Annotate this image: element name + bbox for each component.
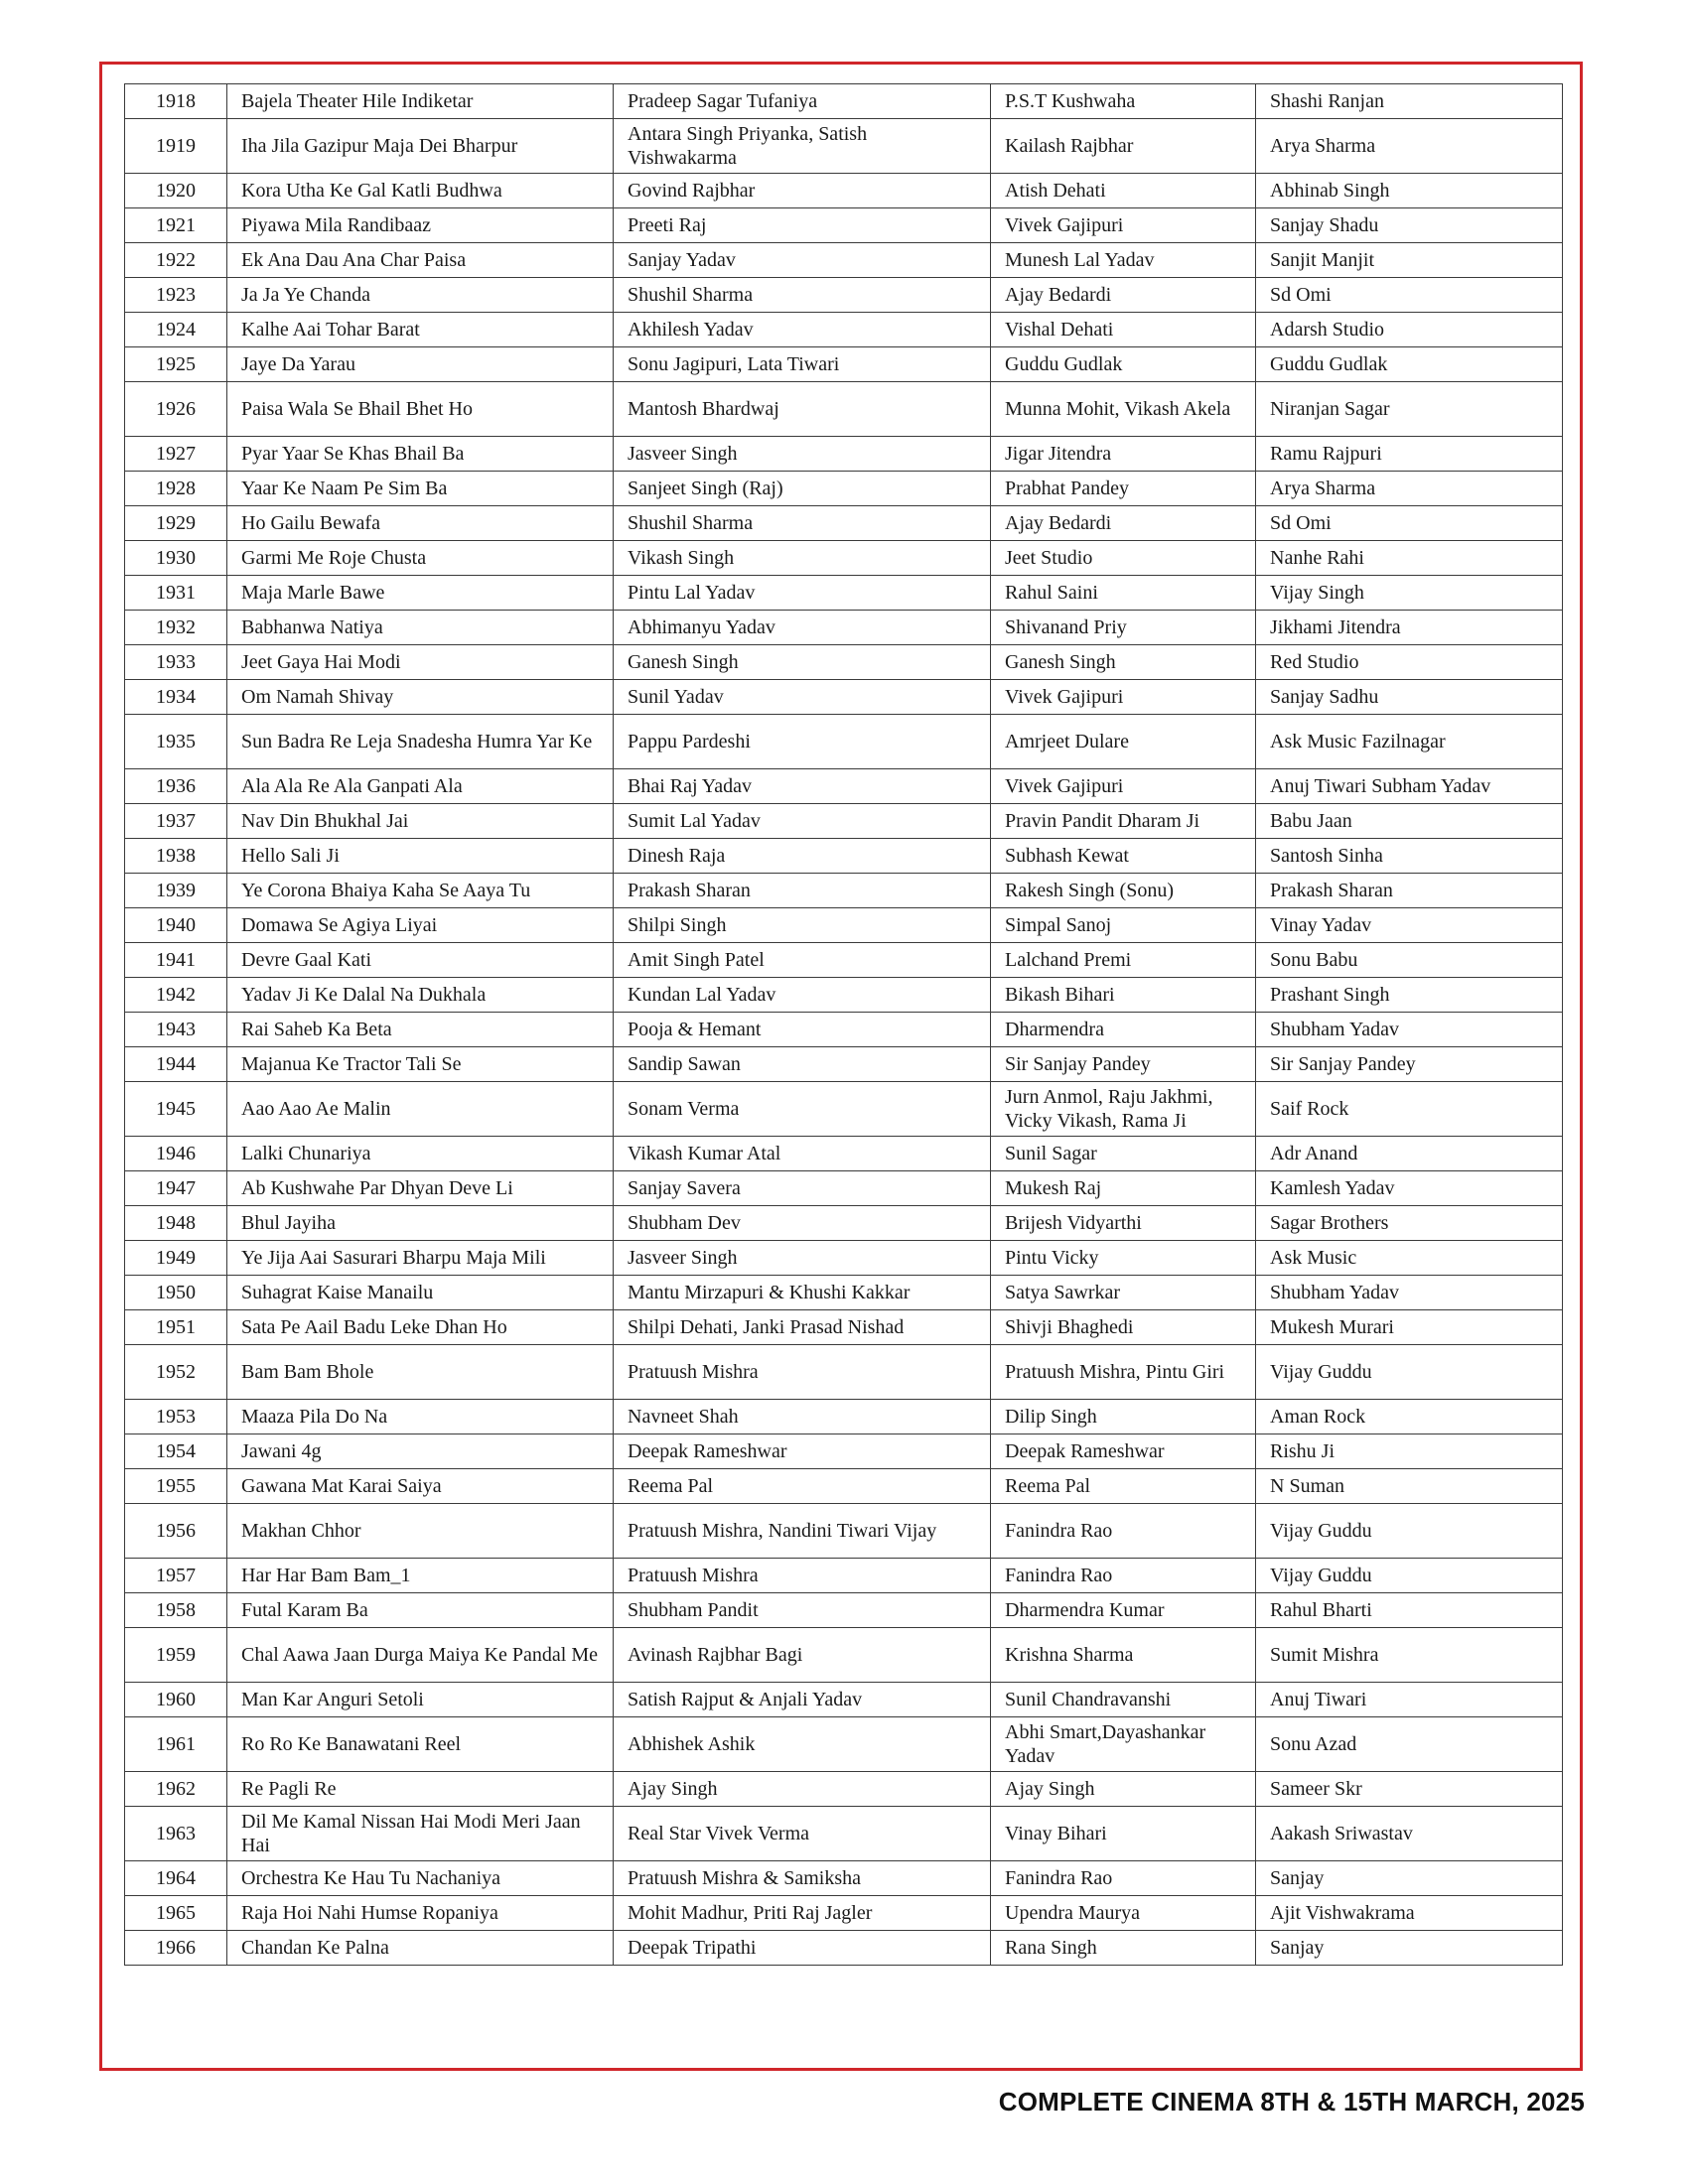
music-director-cell: Prakash Sharan (1256, 874, 1563, 908)
singer-cell: Pradeep Sagar Tufaniya (614, 84, 991, 119)
singer-cell: Vikash Kumar Atal (614, 1137, 991, 1171)
entry-number-cell: 1966 (125, 1931, 227, 1966)
entry-number-cell: 1949 (125, 1241, 227, 1276)
singer-cell: Dinesh Raja (614, 839, 991, 874)
song-title-cell: Ye Corona Bhaiya Kaha Se Aaya Tu (227, 874, 614, 908)
table-row (125, 804, 1563, 839)
music-director-cell: Abhinab Singh (1256, 174, 1563, 208)
singer-cell: Mantosh Bhardwaj (614, 382, 991, 437)
lyricist-cell: Rana Singh (991, 1931, 1256, 1966)
lyricist-cell: Pratuush Mishra, Pintu Giri (991, 1345, 1256, 1400)
entry-number-cell: 1925 (125, 347, 227, 382)
entry-number-cell: 1937 (125, 804, 227, 839)
lyricist-cell: Munesh Lal Yadav (991, 243, 1256, 278)
song-title-cell: Sun Badra Re Leja Snadesha Humra Yar Ke (227, 715, 614, 769)
entry-number-cell: 1936 (125, 769, 227, 804)
song-title-cell: Sata Pe Aail Badu Leke Dhan Ho (227, 1310, 614, 1345)
entry-number-cell: 1960 (125, 1683, 227, 1717)
table-row (125, 1896, 1563, 1931)
song-title-cell: Yaar Ke Naam Pe Sim Ba (227, 472, 614, 506)
lyricist-cell: Ganesh Singh (991, 645, 1256, 680)
table-row (125, 978, 1563, 1013)
lyricist-cell: Sunil Sagar (991, 1137, 1256, 1171)
lyricist-cell: Shivanand Priy (991, 611, 1256, 645)
lyricist-cell: Jigar Jitendra (991, 437, 1256, 472)
entry-number-cell: 1947 (125, 1171, 227, 1206)
music-director-cell: Niranjan Sagar (1256, 382, 1563, 437)
lyricist-cell: Krishna Sharma (991, 1628, 1256, 1683)
singer-cell: Shushil Sharma (614, 506, 991, 541)
lyricist-cell: Brijesh Vidyarthi (991, 1206, 1256, 1241)
music-director-cell: Sd Omi (1256, 506, 1563, 541)
lyricist-cell: Munna Mohit, Vikash Akela (991, 382, 1256, 437)
lyricist-cell: Rakesh Singh (Sonu) (991, 874, 1256, 908)
lyricist-cell: Vivek Gajipuri (991, 769, 1256, 804)
lyricist-cell: Dilip Singh (991, 1400, 1256, 1434)
lyricist-cell: Vinay Bihari (991, 1807, 1256, 1861)
song-title-cell: Babhanwa Natiya (227, 611, 614, 645)
table-row (125, 1861, 1563, 1896)
table-row (125, 506, 1563, 541)
singer-cell: Govind Rajbhar (614, 174, 991, 208)
lyricist-cell: Jeet Studio (991, 541, 1256, 576)
singer-cell: Pratuush Mishra (614, 1345, 991, 1400)
song-title-cell: Jawani 4g (227, 1434, 614, 1469)
lyricist-cell: Bikash Bihari (991, 978, 1256, 1013)
entry-number-cell: 1930 (125, 541, 227, 576)
song-title-cell: Ala Ala Re Ala Ganpati Ala (227, 769, 614, 804)
music-director-cell: Sanjay Sadhu (1256, 680, 1563, 715)
table-row (125, 437, 1563, 472)
entry-number-cell: 1952 (125, 1345, 227, 1400)
lyricist-cell: Dharmendra (991, 1013, 1256, 1047)
table-row (125, 1434, 1563, 1469)
table-row (125, 1206, 1563, 1241)
music-director-cell: Sonu Azad (1256, 1717, 1563, 1772)
singer-cell: Preeti Raj (614, 208, 991, 243)
music-director-cell: Jikhami Jitendra (1256, 611, 1563, 645)
singer-cell: Pooja & Hemant (614, 1013, 991, 1047)
music-director-cell: Kamlesh Yadav (1256, 1171, 1563, 1206)
table-row (125, 1628, 1563, 1683)
entry-number-cell: 1942 (125, 978, 227, 1013)
lyricist-cell: Lalchand Premi (991, 943, 1256, 978)
music-director-cell: Babu Jaan (1256, 804, 1563, 839)
singer-cell: Pappu Pardeshi (614, 715, 991, 769)
singer-cell: Sanjay Yadav (614, 243, 991, 278)
lyricist-cell: Upendra Maurya (991, 1896, 1256, 1931)
entry-number-cell: 1944 (125, 1047, 227, 1082)
entry-number-cell: 1946 (125, 1137, 227, 1171)
table-row (125, 1082, 1563, 1137)
table-row (125, 611, 1563, 645)
music-director-cell: Rishu Ji (1256, 1434, 1563, 1469)
song-title-cell: Lalki Chunariya (227, 1137, 614, 1171)
music-director-cell: Vijay Guddu (1256, 1559, 1563, 1593)
table-row (125, 1345, 1563, 1400)
singer-cell: Avinash Rajbhar Bagi (614, 1628, 991, 1683)
music-director-cell: Santosh Sinha (1256, 839, 1563, 874)
singer-cell: Antara Singh Priyanka, Satish Vishwakarma (614, 119, 991, 174)
entry-number-cell: 1940 (125, 908, 227, 943)
table-row (125, 1400, 1563, 1434)
song-title-cell: Maaza Pila Do Na (227, 1400, 614, 1434)
listing-body (125, 84, 1563, 1966)
entry-number-cell: 1962 (125, 1772, 227, 1807)
song-title-cell: Kalhe Aai Tohar Barat (227, 313, 614, 347)
entry-number-cell: 1959 (125, 1628, 227, 1683)
table-row (125, 1683, 1563, 1717)
table-row (125, 839, 1563, 874)
entry-number-cell: 1926 (125, 382, 227, 437)
lyricist-cell: Vivek Gajipuri (991, 680, 1256, 715)
entry-number-cell: 1943 (125, 1013, 227, 1047)
song-title-cell: Rai Saheb Ka Beta (227, 1013, 614, 1047)
table-row (125, 1310, 1563, 1345)
singer-cell: Kundan Lal Yadav (614, 978, 991, 1013)
song-title-cell: Kora Utha Ke Gal Katli Budhwa (227, 174, 614, 208)
table-row (125, 1469, 1563, 1504)
song-title-cell: Devre Gaal Kati (227, 943, 614, 978)
singer-cell: Real Star Vivek Verma (614, 1807, 991, 1861)
entry-number-cell: 1958 (125, 1593, 227, 1628)
song-title-cell: Raja Hoi Nahi Humse Ropaniya (227, 1896, 614, 1931)
music-director-cell: Shashi Ranjan (1256, 84, 1563, 119)
table-row (125, 1137, 1563, 1171)
singer-cell: Ganesh Singh (614, 645, 991, 680)
music-director-cell: Vinay Yadav (1256, 908, 1563, 943)
table-row (125, 1807, 1563, 1861)
music-director-cell: Ask Music (1256, 1241, 1563, 1276)
music-director-cell: Mukesh Murari (1256, 1310, 1563, 1345)
song-title-cell: Chandan Ke Palna (227, 1931, 614, 1966)
song-title-cell: Man Kar Anguri Setoli (227, 1683, 614, 1717)
singer-cell: Vikash Singh (614, 541, 991, 576)
singer-cell: Jasveer Singh (614, 1241, 991, 1276)
lyricist-cell: Vivek Gajipuri (991, 208, 1256, 243)
lyricist-cell: Guddu Gudlak (991, 347, 1256, 382)
entry-number-cell: 1929 (125, 506, 227, 541)
entry-number-cell: 1933 (125, 645, 227, 680)
music-director-cell: Anuj Tiwari Subham Yadav (1256, 769, 1563, 804)
entry-number-cell: 1931 (125, 576, 227, 611)
singer-cell: Bhai Raj Yadav (614, 769, 991, 804)
music-director-cell: Ajit Vishwakrama (1256, 1896, 1563, 1931)
table-row (125, 208, 1563, 243)
entry-number-cell: 1957 (125, 1559, 227, 1593)
entry-number-cell: 1950 (125, 1276, 227, 1310)
table-row (125, 769, 1563, 804)
song-title-cell: Om Namah Shivay (227, 680, 614, 715)
music-director-cell: Red Studio (1256, 645, 1563, 680)
singer-cell: Sanjay Savera (614, 1171, 991, 1206)
table-row (125, 715, 1563, 769)
table-row (125, 1717, 1563, 1772)
music-director-cell: Vijay Guddu (1256, 1504, 1563, 1559)
table-row (125, 1559, 1563, 1593)
song-title-cell: Re Pagli Re (227, 1772, 614, 1807)
lyricist-cell: Prabhat Pandey (991, 472, 1256, 506)
entry-number-cell: 1922 (125, 243, 227, 278)
song-title-cell: Ye Jija Aai Sasurari Bharpu Maja Mili (227, 1241, 614, 1276)
singer-cell: Shilpi Singh (614, 908, 991, 943)
song-title-cell: Piyawa Mila Randibaaz (227, 208, 614, 243)
music-director-cell: Guddu Gudlak (1256, 347, 1563, 382)
lyricist-cell: Vishal Dehati (991, 313, 1256, 347)
singer-cell: Shubham Pandit (614, 1593, 991, 1628)
singer-cell: Mohit Madhur, Priti Raj Jagler (614, 1896, 991, 1931)
lyricist-cell: Dharmendra Kumar (991, 1593, 1256, 1628)
singer-cell: Navneet Shah (614, 1400, 991, 1434)
song-title-cell: Makhan Chhor (227, 1504, 614, 1559)
entry-number-cell: 1955 (125, 1469, 227, 1504)
entry-number-cell: 1934 (125, 680, 227, 715)
music-director-cell: Sameer Skr (1256, 1772, 1563, 1807)
music-director-cell: Saif Rock (1256, 1082, 1563, 1137)
song-title-cell: Garmi Me Roje Chusta (227, 541, 614, 576)
singer-cell: Ajay Singh (614, 1772, 991, 1807)
singer-cell: Satish Rajput & Anjali Yadav (614, 1683, 991, 1717)
lyricist-cell: Pravin Pandit Dharam Ji (991, 804, 1256, 839)
lyricist-cell: Rahul Saini (991, 576, 1256, 611)
table-row (125, 680, 1563, 715)
singer-cell: Sumit Lal Yadav (614, 804, 991, 839)
lyricist-cell: Reema Pal (991, 1469, 1256, 1504)
table-row (125, 576, 1563, 611)
song-title-cell: Domawa Se Agiya Liyai (227, 908, 614, 943)
song-title-cell: Futal Karam Ba (227, 1593, 614, 1628)
entry-number-cell: 1928 (125, 472, 227, 506)
singer-cell: Shushil Sharma (614, 278, 991, 313)
lyricist-cell: Abhi Smart,Dayashankar Yadav (991, 1717, 1256, 1772)
music-director-cell: Vijay Guddu (1256, 1345, 1563, 1400)
entry-number-cell: 1938 (125, 839, 227, 874)
table-row (125, 1931, 1563, 1966)
singer-cell: Jasveer Singh (614, 437, 991, 472)
lyricist-cell: Fanindra Rao (991, 1861, 1256, 1896)
entry-number-cell: 1951 (125, 1310, 227, 1345)
music-director-cell: Ask Music Fazilnagar (1256, 715, 1563, 769)
music-director-cell: Sd Omi (1256, 278, 1563, 313)
singer-cell: Akhilesh Yadav (614, 313, 991, 347)
song-title-cell: Aao Aao Ae Malin (227, 1082, 614, 1137)
music-director-cell: Ramu Rajpuri (1256, 437, 1563, 472)
table-row (125, 541, 1563, 576)
lyricist-cell: Fanindra Rao (991, 1504, 1256, 1559)
song-title-cell: Ab Kushwahe Par Dhyan Deve Li (227, 1171, 614, 1206)
lyricist-cell: P.S.T Kushwaha (991, 84, 1256, 119)
song-title-cell: Jeet Gaya Hai Modi (227, 645, 614, 680)
lyricist-cell: Sir Sanjay Pandey (991, 1047, 1256, 1082)
song-title-cell: Gawana Mat Karai Saiya (227, 1469, 614, 1504)
song-title-cell: Dil Me Kamal Nissan Hai Modi Meri Jaan Hai (227, 1807, 614, 1861)
singer-cell: Prakash Sharan (614, 874, 991, 908)
table-row (125, 1593, 1563, 1628)
table-row (125, 1241, 1563, 1276)
music-director-cell: Aman Rock (1256, 1400, 1563, 1434)
lyricist-cell: Pintu Vicky (991, 1241, 1256, 1276)
entry-number-cell: 1918 (125, 84, 227, 119)
song-title-cell: Nav Din Bhukhal Jai (227, 804, 614, 839)
music-director-cell: Aakash Sriwastav (1256, 1807, 1563, 1861)
music-director-cell: Sanjay (1256, 1931, 1563, 1966)
table-row (125, 382, 1563, 437)
song-title-cell: Suhagrat Kaise Manailu (227, 1276, 614, 1310)
entry-number-cell: 1963 (125, 1807, 227, 1861)
music-director-cell: Sagar Brothers (1256, 1206, 1563, 1241)
song-title-cell: Chal Aawa Jaan Durga Maiya Ke Pandal Me (227, 1628, 614, 1683)
table-row (125, 943, 1563, 978)
singer-cell: Shubham Dev (614, 1206, 991, 1241)
song-title-cell: Yadav Ji Ke Dalal Na Dukhala (227, 978, 614, 1013)
music-director-cell: Rahul Bharti (1256, 1593, 1563, 1628)
table-row (125, 1013, 1563, 1047)
music-director-cell: Vijay Singh (1256, 576, 1563, 611)
singer-cell: Abhimanyu Yadav (614, 611, 991, 645)
song-title-cell: Iha Jila Gazipur Maja Dei Bharpur (227, 119, 614, 174)
song-title-cell: Bam Bam Bhole (227, 1345, 614, 1400)
table-row (125, 84, 1563, 119)
table-row (125, 1772, 1563, 1807)
entry-number-cell: 1923 (125, 278, 227, 313)
entry-number-cell: 1932 (125, 611, 227, 645)
music-director-cell: Adr Anand (1256, 1137, 1563, 1171)
entry-number-cell: 1921 (125, 208, 227, 243)
music-director-cell: Sanjay Shadu (1256, 208, 1563, 243)
listing-table (124, 83, 1563, 1966)
song-title-cell: Hello Sali Ji (227, 839, 614, 874)
entry-number-cell: 1961 (125, 1717, 227, 1772)
music-director-cell: Anuj Tiwari (1256, 1683, 1563, 1717)
entry-number-cell: 1941 (125, 943, 227, 978)
singer-cell: Sanjeet Singh (Raj) (614, 472, 991, 506)
lyricist-cell: Deepak Rameshwar (991, 1434, 1256, 1469)
table-row (125, 1504, 1563, 1559)
singer-cell: Sonam Verma (614, 1082, 991, 1137)
table-row (125, 119, 1563, 174)
table-row (125, 1276, 1563, 1310)
entry-number-cell: 1956 (125, 1504, 227, 1559)
song-title-cell: Ja Ja Ye Chanda (227, 278, 614, 313)
lyricist-cell: Ajay Singh (991, 1772, 1256, 1807)
entry-number-cell: 1919 (125, 119, 227, 174)
song-title-cell: Ho Gailu Bewafa (227, 506, 614, 541)
song-title-cell: Bajela Theater Hile Indiketar (227, 84, 614, 119)
table-row (125, 278, 1563, 313)
music-director-cell: Shubham Yadav (1256, 1013, 1563, 1047)
singer-cell: Mantu Mirzapuri & Khushi Kakkar (614, 1276, 991, 1310)
singer-cell: Sunil Yadav (614, 680, 991, 715)
singer-cell: Deepak Rameshwar (614, 1434, 991, 1469)
table-row (125, 347, 1563, 382)
music-director-cell: Arya Sharma (1256, 119, 1563, 174)
music-director-cell: Sanjit Manjit (1256, 243, 1563, 278)
song-title-cell: Paisa Wala Se Bhail Bhet Ho (227, 382, 614, 437)
table-row (125, 472, 1563, 506)
music-director-cell: Prashant Singh (1256, 978, 1563, 1013)
song-title-cell: Ek Ana Dau Ana Char Paisa (227, 243, 614, 278)
song-title-cell: Orchestra Ke Hau Tu Nachaniya (227, 1861, 614, 1896)
table-row (125, 874, 1563, 908)
entry-number-cell: 1948 (125, 1206, 227, 1241)
song-title-cell: Pyar Yaar Se Khas Bhail Ba (227, 437, 614, 472)
entry-number-cell: 1965 (125, 1896, 227, 1931)
table-row (125, 908, 1563, 943)
lyricist-cell: Sunil Chandravanshi (991, 1683, 1256, 1717)
music-director-cell: Nanhe Rahi (1256, 541, 1563, 576)
lyricist-cell: Ajay Bedardi (991, 278, 1256, 313)
music-director-cell: Adarsh Studio (1256, 313, 1563, 347)
table-row (125, 174, 1563, 208)
music-director-cell: Shubham Yadav (1256, 1276, 1563, 1310)
song-title-cell: Har Har Bam Bam_1 (227, 1559, 614, 1593)
entry-number-cell: 1920 (125, 174, 227, 208)
music-director-cell: Sumit Mishra (1256, 1628, 1563, 1683)
lyricist-cell: Satya Sawrkar (991, 1276, 1256, 1310)
music-director-cell: N Suman (1256, 1469, 1563, 1504)
lyricist-cell: Mukesh Raj (991, 1171, 1256, 1206)
lyricist-cell: Ajay Bedardi (991, 506, 1256, 541)
singer-cell: Pratuush Mishra (614, 1559, 991, 1593)
singer-cell: Pratuush Mishra & Samiksha (614, 1861, 991, 1896)
singer-cell: Pintu Lal Yadav (614, 576, 991, 611)
song-title-cell: Bhul Jayiha (227, 1206, 614, 1241)
music-director-cell: Sir Sanjay Pandey (1256, 1047, 1563, 1082)
singer-cell: Deepak Tripathi (614, 1931, 991, 1966)
lyricist-cell: Subhash Kewat (991, 839, 1256, 874)
singer-cell: Sonu Jagipuri, Lata Tiwari (614, 347, 991, 382)
song-title-cell: Majanua Ke Tractor Tali Se (227, 1047, 614, 1082)
entry-number-cell: 1924 (125, 313, 227, 347)
singer-cell: Pratuush Mishra, Nandini Tiwari Vijay (614, 1504, 991, 1559)
entry-number-cell: 1953 (125, 1400, 227, 1434)
singer-cell: Abhishek Ashik (614, 1717, 991, 1772)
lyricist-cell: Shivji Bhaghedi (991, 1310, 1256, 1345)
entry-number-cell: 1954 (125, 1434, 227, 1469)
footer-caption: COMPLETE CINEMA 8TH & 15TH MARCH, 2025 (998, 2087, 1585, 2116)
singer-cell: Shilpi Dehati, Janki Prasad Nishad (614, 1310, 991, 1345)
entry-number-cell: 1935 (125, 715, 227, 769)
song-title-cell: Jaye Da Yarau (227, 347, 614, 382)
lyricist-cell: Amrjeet Dulare (991, 715, 1256, 769)
lyricist-cell: Fanindra Rao (991, 1559, 1256, 1593)
lyricist-cell: Kailash Rajbhar (991, 119, 1256, 174)
table-row (125, 313, 1563, 347)
lyricist-cell: Simpal Sanoj (991, 908, 1256, 943)
table-row (125, 1047, 1563, 1082)
song-title-cell: Ro Ro Ke Banawatani Reel (227, 1717, 614, 1772)
entry-number-cell: 1964 (125, 1861, 227, 1896)
entry-number-cell: 1927 (125, 437, 227, 472)
table-row (125, 1171, 1563, 1206)
table-row (125, 645, 1563, 680)
table-row (125, 243, 1563, 278)
music-director-cell: Sonu Babu (1256, 943, 1563, 978)
entry-number-cell: 1939 (125, 874, 227, 908)
entry-number-cell: 1945 (125, 1082, 227, 1137)
singer-cell: Reema Pal (614, 1469, 991, 1504)
lyricist-cell: Atish Dehati (991, 174, 1256, 208)
music-director-cell: Sanjay (1256, 1861, 1563, 1896)
singer-cell: Sandip Sawan (614, 1047, 991, 1082)
singer-cell: Amit Singh Patel (614, 943, 991, 978)
lyricist-cell: Jurn Anmol, Raju Jakhmi, Vicky Vikash, Rama Ji (991, 1082, 1256, 1137)
music-director-cell: Arya Sharma (1256, 472, 1563, 506)
song-title-cell: Maja Marle Bawe (227, 576, 614, 611)
